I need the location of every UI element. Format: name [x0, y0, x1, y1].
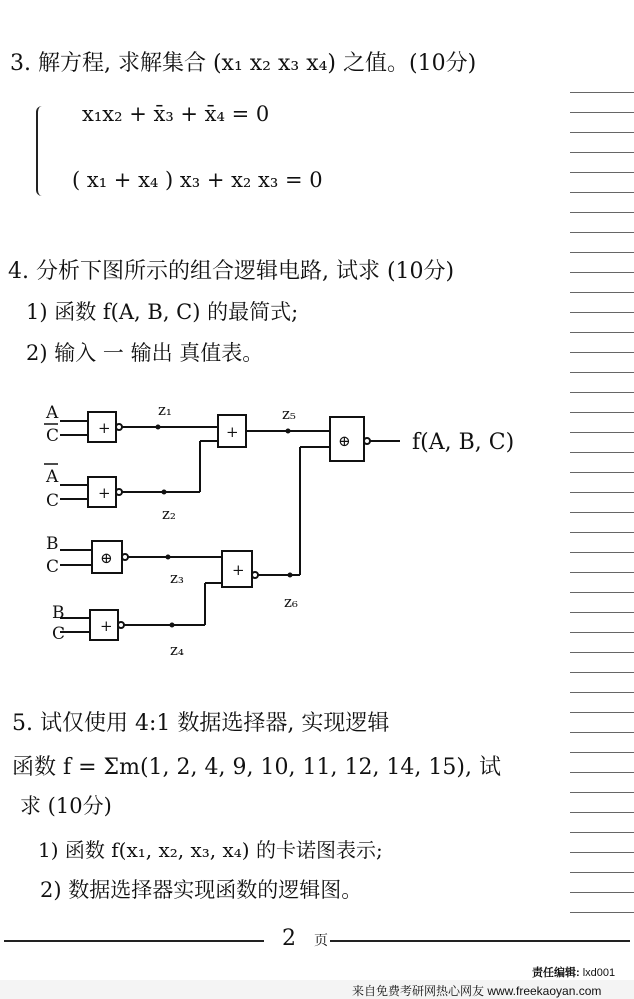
- wire-label-z1: z₁: [158, 401, 172, 419]
- question-3-title: 3. 解方程, 求解集合 (x₁ x₂ x₃ x₄) 之值。(10分): [10, 51, 477, 76]
- margin-rule-line: [570, 312, 634, 313]
- wire-label-z5: z₅: [282, 405, 296, 423]
- question-5-part-1: 1) 函数 f(x₁, x₂, x₃, x₄) 的卡诺图表示;: [38, 838, 383, 862]
- input-label: A: [46, 467, 59, 487]
- margin-rule-line: [570, 132, 634, 133]
- page-suffix: 页: [314, 933, 328, 949]
- margin-rule-line: [570, 92, 634, 93]
- margin-rule-line: [570, 732, 634, 733]
- margin-rule-line: [570, 252, 634, 253]
- input-label: A: [46, 403, 59, 423]
- page-number: 2: [282, 926, 296, 951]
- input-label: B: [52, 603, 65, 623]
- margin-rule-line: [570, 292, 634, 293]
- margin-rule-line: [570, 152, 634, 153]
- gate-1-symbol: +: [98, 419, 111, 437]
- wire-label-z3: z₃: [170, 569, 184, 587]
- footer-rule-right: [330, 940, 630, 942]
- margin-rule-line: [570, 172, 634, 173]
- question-5-part-2: 2) 数据选择器实现函数的逻辑图。: [40, 878, 363, 902]
- gate-3-symbol: +: [226, 423, 239, 441]
- equation-1: x₁x₂ + x̄₃ + x̄₄ = 0: [82, 102, 270, 126]
- wire-label-z6: z₆: [284, 593, 298, 611]
- source-text: 来自免费考研网热心网友 www.freekaoyan.com: [352, 984, 602, 998]
- input-label: C: [46, 426, 60, 446]
- input-label: C: [52, 624, 66, 644]
- output-label: f(A, B, C): [412, 430, 515, 455]
- margin-rule-line: [570, 272, 634, 273]
- margin-rule-line: [570, 852, 634, 853]
- margin-rule-line: [570, 772, 634, 773]
- margin-rule-line: [570, 332, 634, 333]
- question-4-part-2: 2) 输入 一 输出 真值表。: [26, 341, 264, 365]
- margin-rule-line: [570, 792, 634, 793]
- question-5-line-3: 求 (10分): [20, 794, 112, 818]
- margin-rule-line: [570, 712, 634, 713]
- input-label: C: [46, 491, 60, 511]
- margin-rule-line: [570, 232, 634, 233]
- gate-4-symbol: ⊕: [100, 549, 113, 567]
- input-label: C: [46, 557, 60, 577]
- question-4-part-1: 1) 函数 f(A, B, C) 的最简式;: [26, 300, 299, 324]
- margin-rule-line: [570, 112, 634, 113]
- question-5-line-1: 5. 试仅使用 4:1 数据选择器, 实现逻辑: [12, 711, 390, 736]
- editor-credit: 责任编辑: lxd001: [532, 967, 616, 979]
- margin-rule-line: [570, 372, 634, 373]
- equation-2: ( x₁ + x₄ ) x₃ + x₂ x₃ = 0: [72, 168, 323, 192]
- wire-label-z4: z₄: [170, 641, 184, 659]
- question-5-line-2: 函数 f = Σm(1, 2, 4, 9, 10, 11, 12, 14, 15), 试: [12, 755, 501, 780]
- margin-rule-line: [570, 192, 634, 193]
- margin-rule-line: [570, 752, 634, 753]
- margin-rule-line: [570, 812, 634, 813]
- footer-rule-left: [4, 940, 264, 942]
- margin-rule-line: [570, 352, 634, 353]
- input-label: B: [46, 534, 59, 554]
- gate-5-symbol: +: [100, 617, 113, 635]
- margin-rule-line: [570, 892, 634, 893]
- margin-rule-line: [570, 872, 634, 873]
- equation-brace: [36, 106, 52, 196]
- wire-label-z2: z₂: [162, 505, 176, 523]
- logic-circuit-diagram: [0, 385, 634, 705]
- gate-6-symbol: +: [232, 561, 245, 579]
- question-4-title: 4. 分析下图所示的组合逻辑电路, 试求 (10分): [8, 259, 455, 284]
- margin-rule-line: [570, 212, 634, 213]
- gate-2-symbol: +: [98, 484, 111, 502]
- margin-rule-line: [570, 832, 634, 833]
- margin-rule-line: [570, 912, 634, 913]
- gate-output-symbol: ⊕: [338, 432, 351, 450]
